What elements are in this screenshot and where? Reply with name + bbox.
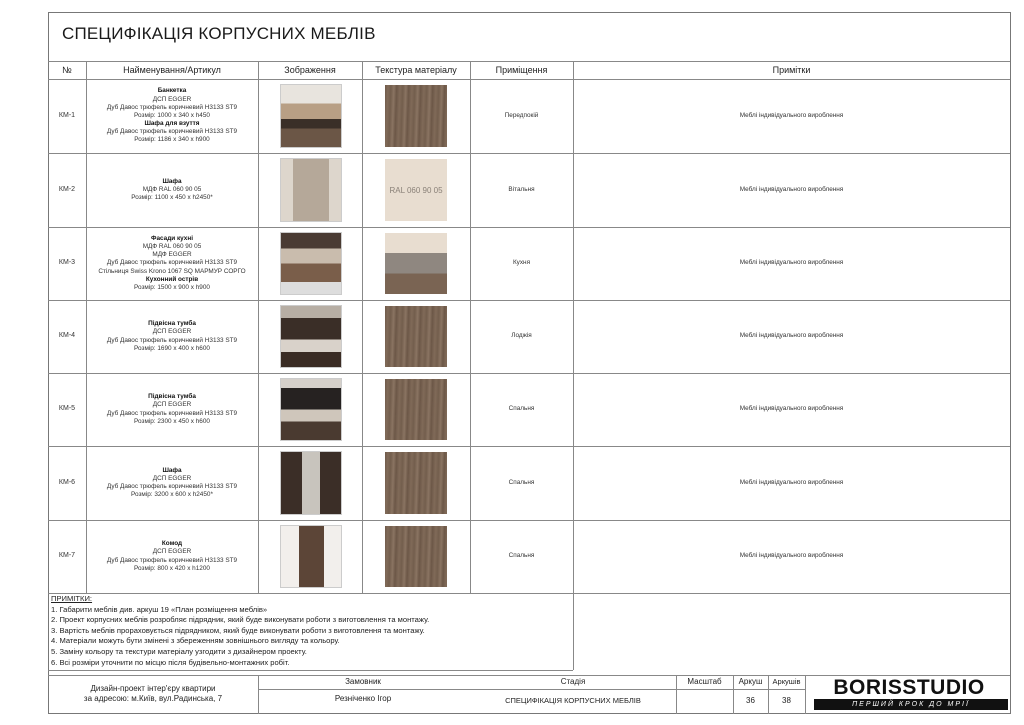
project-line-2: за адресою: м.Київ, вул.Радинська, 7 xyxy=(83,694,223,703)
row-note: Меблі індивідуального вироблення xyxy=(739,405,844,413)
header-num: № xyxy=(62,65,72,75)
project-name xyxy=(48,684,258,704)
swatch-label: RAL 060 90 05 xyxy=(389,185,443,195)
row-id: КМ-3 xyxy=(58,259,76,267)
row-id: КМ-1 xyxy=(58,111,76,119)
row-room: Спальня xyxy=(508,478,535,486)
material-swatch xyxy=(385,452,447,514)
sheets-label: Аркушів xyxy=(772,677,801,686)
sheet-number: 36 xyxy=(746,696,755,705)
row-note: Меблі індивідуального вироблення xyxy=(739,478,844,486)
row-note: Меблі індивідуального вироблення xyxy=(739,552,844,560)
stage-label: Стадія xyxy=(560,677,586,686)
sheets-total: 38 xyxy=(782,696,791,705)
row-id: КМ-4 xyxy=(58,332,76,340)
item-detail: Дуб Давос трюфель коричневий Н3133 ST9 xyxy=(106,259,238,267)
item-detail: ДСП EGGER xyxy=(152,328,192,336)
item-name: Банкетка xyxy=(157,87,187,95)
note-item: 6. Всі розміри уточнити по місцю після будівельно-монтажних робіт. xyxy=(51,657,290,667)
row-room: Передпокій xyxy=(504,111,539,119)
material-swatch xyxy=(385,306,447,367)
row-note: Меблі індивідуального вироблення xyxy=(739,185,844,193)
material-swatch xyxy=(385,526,447,587)
row-spec xyxy=(86,227,258,300)
material-swatch xyxy=(385,379,447,440)
item-detail: ДСП EGGER xyxy=(152,95,192,103)
furniture-render xyxy=(280,305,342,368)
item-detail: Дуб Давос трюфель коричневий Н3133 ST9 xyxy=(106,336,238,344)
scale-label: Масштаб xyxy=(687,677,722,686)
furniture-render xyxy=(280,84,342,148)
header-notes: Примітки xyxy=(772,65,811,75)
item-detail: Розмір: 1100 х 450 х h2450* xyxy=(131,194,213,202)
item-name: Шафа для взуття xyxy=(144,120,200,128)
row-spec xyxy=(86,446,258,520)
item-detail: МДФ EGGER xyxy=(152,251,192,259)
item-name: Шафа xyxy=(162,466,182,474)
notes-heading: ПРИМІТКИ: xyxy=(51,594,93,603)
row-id: КМ-6 xyxy=(58,478,76,486)
row-spec xyxy=(86,520,258,593)
item-detail: ДСП EGGER xyxy=(152,401,192,409)
row-room: Кухня xyxy=(512,259,531,267)
note-item: 4. Матеріали можуть бути змінені з збереженням зовнішнього вигляду та кольору. xyxy=(51,636,340,646)
note-item: 2. Проект корпусних меблів розробляє підрядник, який буде виконувати роботи з виготовлення та монтажу. xyxy=(51,615,430,625)
item-detail: Розмір: 1690 х 400 х h600 xyxy=(134,344,210,352)
header-image: Зображення xyxy=(284,65,336,75)
item-detail: Дуб Давос трюфель коричневий Н3133 ST9 xyxy=(106,556,238,564)
item-name: Підвісна тумба xyxy=(148,320,196,328)
row-id: КМ-2 xyxy=(58,185,76,193)
item-detail: Дуб Давос трюфель коричневий Н3133 ST9 xyxy=(106,103,238,111)
customer-label: Замовник xyxy=(345,677,381,686)
row-room: Спальня xyxy=(508,552,535,560)
item-detail: ДСП EGGER xyxy=(152,548,192,556)
grid-line xyxy=(362,61,363,593)
sheet-label: Аркуш xyxy=(738,677,763,686)
furniture-render xyxy=(280,158,342,222)
sheet-title: СПЕЦИФІКАЦІЯ КОРПУСНИХ МЕБЛІВ xyxy=(505,696,641,705)
item-detail: МДФ RAL 060 90 05 xyxy=(142,185,202,193)
grid-line xyxy=(48,670,573,671)
item-detail: МДФ RAL 060 90 05 xyxy=(142,243,202,251)
item-detail: Розмір: 2300 х 450 х h600 xyxy=(134,417,210,425)
header-room: Приміщення xyxy=(495,65,548,75)
item-detail: ДСП EGGER xyxy=(152,474,192,482)
item-detail: Розмір: 1186 х 340 х h900 xyxy=(134,136,210,144)
row-note: Меблі індивідуального вироблення xyxy=(739,111,844,119)
item-detail: Дуб Давос трюфель коричневий Н3133 ST9 xyxy=(106,128,238,136)
item-detail: Розмір: 1000 х 340 х h450 xyxy=(134,111,210,119)
row-room: Лоджія xyxy=(511,332,532,340)
item-name: Фасади кухні xyxy=(151,234,193,242)
item-detail: Стільниця Swiss Krono 1067 SQ МАРМУР СОРГО xyxy=(98,267,246,275)
furniture-render xyxy=(280,525,342,588)
customer-name: Резніченко Ігор xyxy=(334,694,392,703)
item-detail: Розмір: 3200 х 600 х h2450* xyxy=(131,491,213,499)
item-detail: Розмір: 1500 х 900 х h900 xyxy=(134,283,210,291)
item-detail: Дуб Давос трюфель коричневий Н3133 ST9 xyxy=(106,409,238,417)
item-detail: Дуб Давос трюфель коричневий Н3133 ST9 xyxy=(106,483,238,490)
row-spec xyxy=(86,373,258,446)
notes-block xyxy=(51,594,429,668)
grid-line xyxy=(258,61,259,593)
item-name: Комод xyxy=(161,540,183,548)
logo-slogan: ПЕРШИЙ КРОК ДО МРІЇ xyxy=(814,699,1008,710)
item-name: Кухонний острів xyxy=(145,275,199,283)
row-id: КМ-5 xyxy=(58,405,76,413)
material-swatch xyxy=(385,159,447,221)
row-id: КМ-7 xyxy=(58,552,76,560)
note-item: 5. Заміну кольору та текстури матеріалу узгодити з дизайнером проекту. xyxy=(51,646,307,656)
page-title: СПЕЦИФІКАЦІЯ КОРПУСНИХ МЕБЛІВ xyxy=(62,24,376,43)
row-spec xyxy=(86,300,258,373)
furniture-render xyxy=(280,451,342,515)
row-note: Меблі індивідуального вироблення xyxy=(739,332,844,340)
furniture-render xyxy=(280,232,342,295)
header-name: Найменування/Артикул xyxy=(123,65,221,75)
item-detail: Розмір: 800 х 420 х h1200 xyxy=(134,564,210,572)
note-item: 3. Вартість меблів прораховується підрядником, який буде виконувати роботи з виготовлення та монтажу. xyxy=(51,625,425,635)
material-swatch xyxy=(385,85,447,147)
header-texture: Текстура матеріалу xyxy=(375,65,457,75)
logo-name: BORISSTUDIO xyxy=(833,676,985,699)
studio-logo xyxy=(808,676,1010,712)
row-room: Вітальня xyxy=(508,185,535,193)
item-name: Підвісна тумба xyxy=(148,393,196,401)
material-swatch xyxy=(385,233,447,294)
grid-line xyxy=(805,675,806,714)
grid-line xyxy=(258,689,805,690)
row-note: Меблі індивідуального вироблення xyxy=(739,259,844,267)
row-spec xyxy=(86,79,258,153)
row-spec xyxy=(86,153,258,227)
row-room: Спальня xyxy=(508,405,535,413)
project-line-1: Дизайн-проект інтер'єру квартири xyxy=(90,684,216,693)
item-name: Шафа xyxy=(162,177,182,185)
note-item: 1. Габарити меблів див. аркуш 19 «План розміщення меблів» xyxy=(51,604,268,614)
furniture-render xyxy=(280,378,342,441)
